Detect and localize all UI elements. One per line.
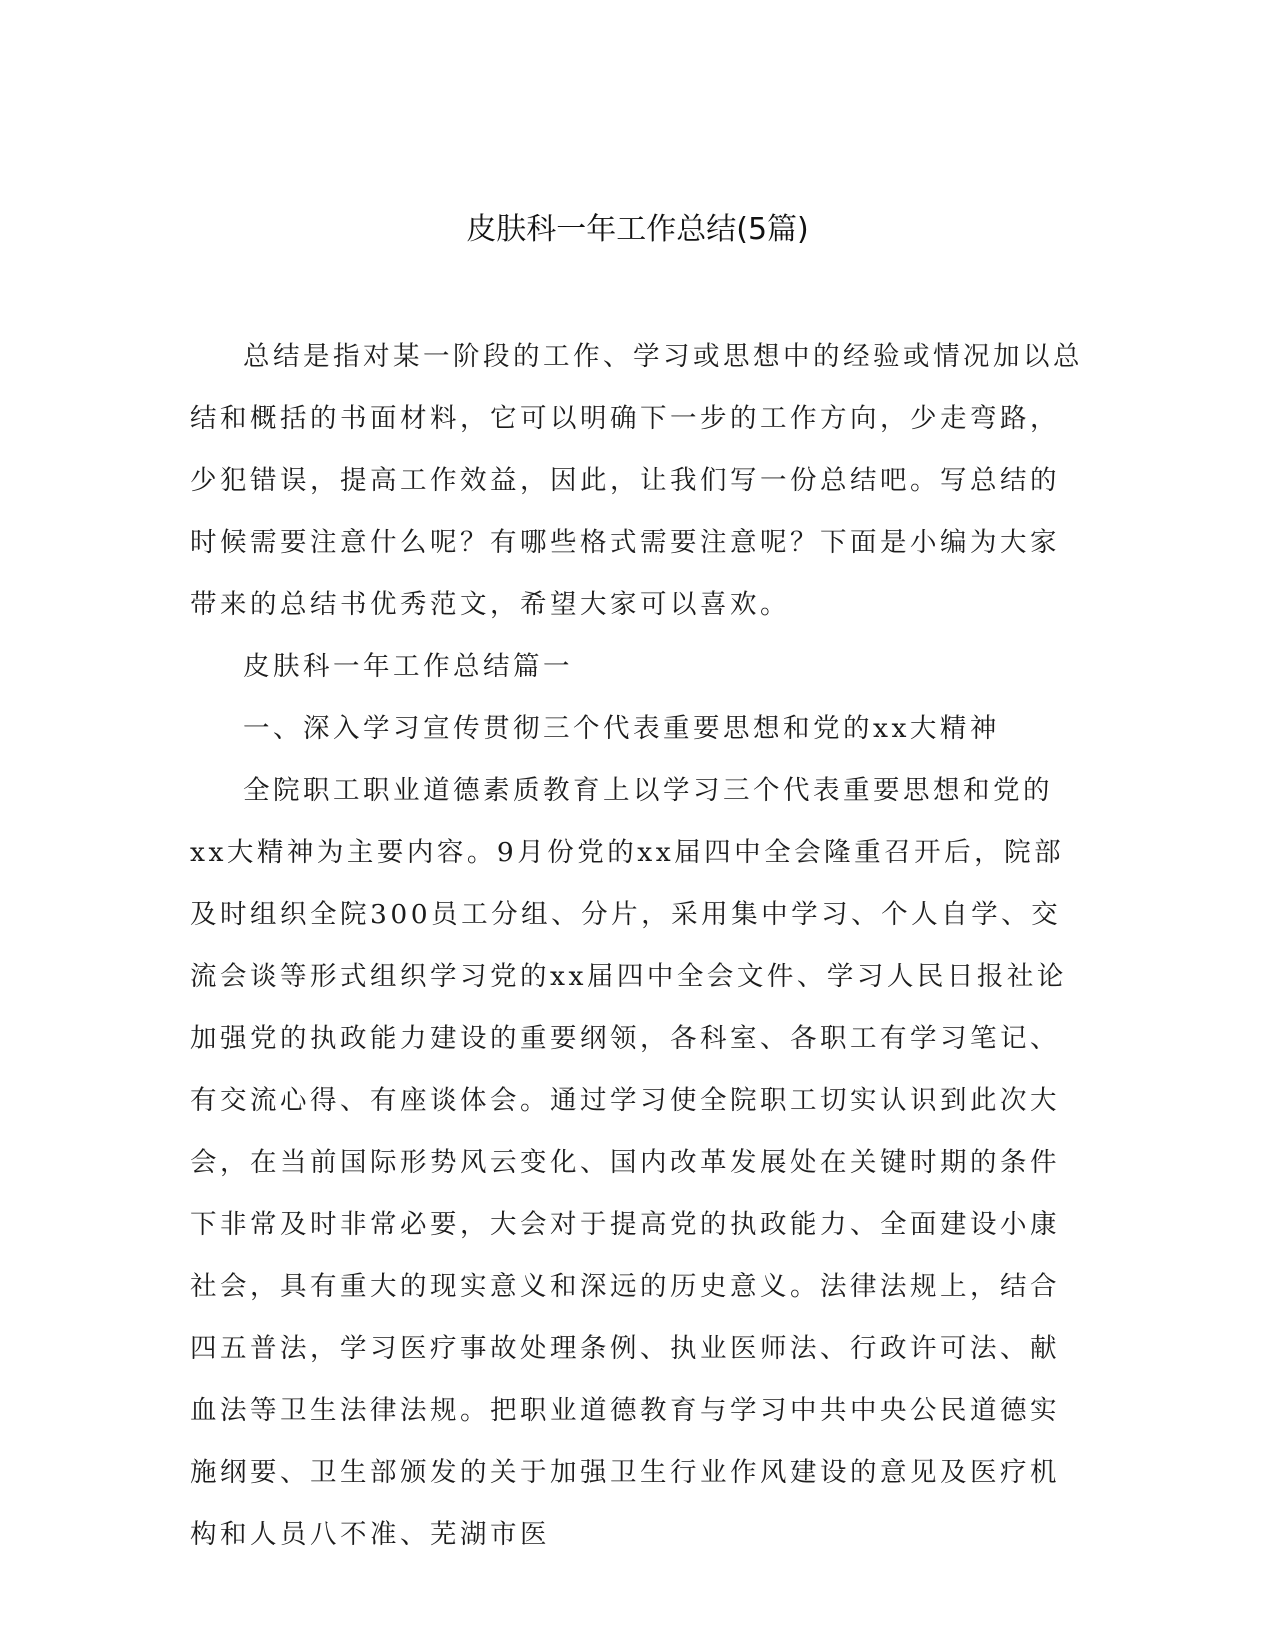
document-title: 皮肤科一年工作总结(5篇) bbox=[466, 212, 809, 247]
section-heading: 皮肤科一年工作总结篇一 bbox=[243, 651, 573, 682]
document-body bbox=[190, 326, 1085, 1566]
subsection-heading: 一、深入学习宣传贯彻三个代表重要思想和党的xx大精神 bbox=[243, 713, 1000, 744]
intro-paragraph: 总结是指对某一阶段的工作、学习或思想中的经验或情况加以总结和概括的书面材料，它可以明确下一步的工作方向，少走弯路，少犯错误，提高工作效益，因此，让我们写一份总结吧。写总结的时候需要注意什么呢？有哪些格式需要注意呢？下面是小编为大家带来的总结书优秀范文，希望大家可以喜欢。 bbox=[190, 341, 1083, 620]
body-paragraph: 全院职工职业道德素质教育上以学习三个代表重要思想和党的xx大精神为主要内容。9月份党的xx届四中全会隆重召开后，院部及时组织全院300员工分组、分片，采用集中学习、个人自学、交流会谈等形式组织学习党的xx届四中全会文件、学习人民日报社论加强党的执政能力建设的重要纲领，各科室、各职工有学习笔记、有交流心得、有座谈体会。通过学习使全院职工切实认识到此次大会，在当前国际形势风云变化、国内改革发展处在关键时期的条件下非常及时非常必要，大会对于提高党的执政能力、全面建设小康社会，具有重大的现实意义和深远的历史意义。法律法规上，结合四五普法，学习医疗事故处理条例、执业医师法、行政许可法、献血法等卫生法律法规。把职业道德教育与学习中共中央公民道德实施纲要、卫生部颁发的关于加强卫生行业作风建设的意见及医疗机构和人员八不准、芜湖市医 bbox=[190, 775, 1067, 1550]
